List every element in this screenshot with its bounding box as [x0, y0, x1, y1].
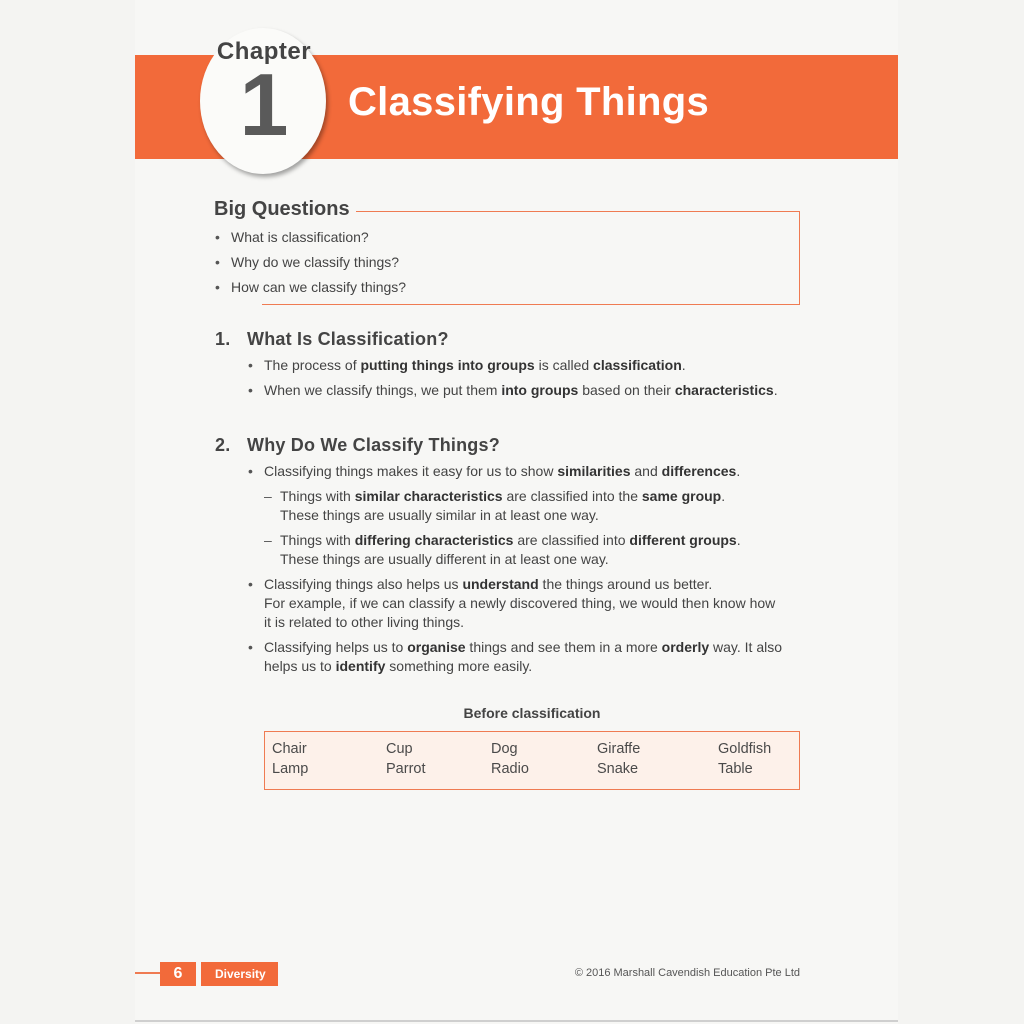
list-item: • Classifying things makes it easy for us to show similarities and differences. – Things with similar characteristics are classified into the same group. These things are usually similar in at least one way. – Things with differing characteristics are classified into different groups. These things are usually different in at least one way. [248, 462, 808, 569]
table-cell: Parrot [386, 761, 426, 777]
footer-section-label: Diversity [201, 962, 278, 986]
section-1-heading [215, 329, 449, 350]
table-cell: Chair [272, 741, 307, 757]
sub-list-item: – Things with differing characteristics are classified into different groups. These things are usually different in at least one way. [264, 531, 808, 569]
list-item: • Classifying things also helps us understand the things around us better. For example, if we can classify a newly discovered thing, we would then know how it is related to other living things. [248, 575, 808, 632]
items-table [264, 731, 800, 790]
footer-rule [135, 972, 160, 974]
section-title: What Is Classification? [247, 329, 449, 349]
table-cell: Table [718, 761, 753, 777]
big-questions-list [215, 228, 406, 303]
copyright-notice: © 2016 Marshall Cavendish Education Pte Ltd [574, 967, 800, 979]
list-item: • What is classification? [215, 228, 406, 247]
list-item: • How can we classify things? [215, 278, 406, 297]
list-item: • Classifying helps us to organise things and see them in a more orderly way. It also helps us to identify something more easily. [248, 638, 808, 676]
table-cell: Giraffe [597, 741, 641, 757]
section-1-list [248, 356, 808, 406]
big-questions-title: Big Questions [214, 198, 356, 221]
section-2-heading [215, 435, 500, 456]
list-item: • When we classify things, we put them into groups based on their characteristics. [248, 381, 808, 400]
section-title: Why Do We Classify Things? [247, 435, 500, 455]
table-cell: Cup [386, 741, 413, 757]
list-item: • Why do we classify things? [215, 253, 406, 272]
section-2-list [248, 462, 808, 682]
sub-list [264, 487, 808, 569]
page-number: 6 [160, 962, 196, 986]
list-item: • The process of putting things into groups is called classification. [248, 356, 808, 375]
chapter-title: Classifying Things [348, 80, 710, 124]
section-number: 2. [215, 435, 231, 455]
table-cell: Radio [491, 761, 529, 777]
table-cell: Dog [491, 741, 518, 757]
table-cell: Goldfish [718, 741, 772, 757]
chapter-label: Chapter [216, 38, 312, 65]
section-number: 1. [215, 329, 231, 349]
table-caption: Before classification [463, 705, 601, 721]
table-cell: Snake [597, 761, 639, 777]
bottom-edge [135, 1020, 898, 1022]
table-cell: Lamp [272, 761, 309, 777]
chapter-number: 1 [239, 55, 289, 154]
sub-list-item: – Things with similar characteristics are classified into the same group. These things are usually similar in at least one way. [264, 487, 808, 525]
